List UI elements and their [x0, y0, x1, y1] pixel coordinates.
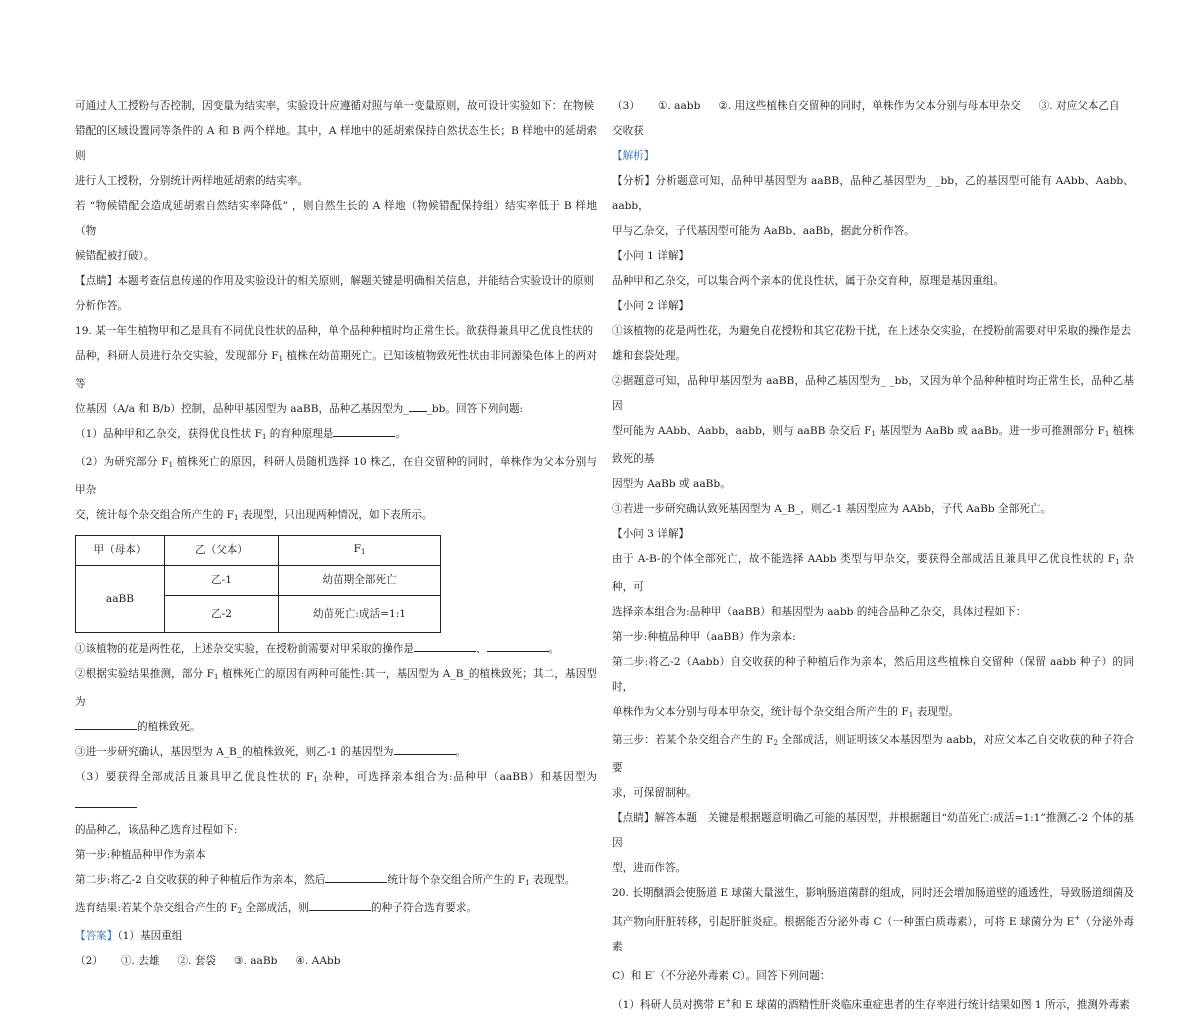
answer-line: [612, 94, 1134, 119]
answer-blank: [309, 898, 371, 911]
table-header: 甲（母本）: [76, 536, 165, 566]
text: 表现型，只出现两种情况，如下表所示。: [238, 509, 433, 521]
answer-blank: [333, 424, 395, 437]
cross-results-table: [75, 535, 441, 633]
text: ②. 套袋: [177, 955, 216, 967]
sub-question-2: [75, 450, 597, 503]
paragraph: 错配的区域设置同等条件的 A 和 B 两个样地。其中，A 样地中的延胡索保持自然状态生长；B 样地中的延胡索则: [75, 125, 597, 162]
sub-question-3: 的品种乙，该品种乙选育过程如下:: [75, 824, 238, 836]
paragraph: 选择亲本组合为:品种甲（aaBB）和基因型为 aabb 的纯合品种乙杂交，具体过程如下：: [612, 606, 1027, 618]
answer-blank: [325, 870, 387, 883]
text: 的种子符合选育要求。: [371, 902, 477, 914]
subscript: 1: [214, 673, 219, 681]
answer-line: [75, 924, 597, 949]
table-cell: 乙-1: [165, 566, 279, 596]
text: 统计每个杂交组合所产生的 F: [387, 874, 526, 886]
text: 杂种，可选择亲本组合为:品种甲（aaBB）和基因型为: [317, 771, 597, 783]
paragraph: 雄和套袋处理。: [612, 350, 687, 362]
answer-blank: [414, 639, 476, 652]
paragraph: 求，可保留制种。: [612, 787, 697, 799]
text: 表现型。: [913, 706, 959, 718]
text: 品种，科研人员进行杂交实验，发现部分 F: [75, 350, 279, 362]
text: 、: [476, 643, 487, 655]
paragraph: 交收获: [612, 125, 644, 137]
paragraph: 候错配被打破）。: [75, 250, 155, 262]
paragraph: [75, 896, 597, 924]
text: 位基因（A/a 和 B/b）控制，品种甲基因型为 aaBB，品种乙基因型为_: [75, 403, 409, 415]
superscript: +: [1074, 914, 1081, 922]
text: ①. 去雄: [120, 955, 160, 967]
question-part: [75, 637, 597, 662]
table-cell: 幼苗死亡:成活=1:1: [279, 596, 441, 633]
text: 杂种，可: [612, 553, 1134, 593]
answer-label: 【答案】: [75, 930, 118, 942]
text: 。: [395, 428, 406, 440]
text: ④. AAbb: [295, 955, 341, 967]
question-20-stem: [612, 989, 1134, 1018]
question-part: [75, 662, 597, 715]
table-cell: 乙-2: [165, 596, 279, 633]
text: （1）基因重组: [117, 930, 183, 942]
text: （1）科研人员对携带 E: [612, 999, 726, 1011]
text: ①. aabb: [657, 100, 701, 112]
answer-blank: [487, 639, 549, 652]
subscript: 1: [278, 355, 284, 363]
section-label: [612, 144, 1134, 169]
text: ③进一步研究确认，基因型为 A_B_的植株致死，则乙-1 的基因型为: [75, 746, 394, 758]
question-part: [75, 715, 597, 740]
question-19-stem: [75, 344, 597, 397]
text: （2）为研究部分 F: [75, 456, 169, 468]
text: 全部成活，则: [242, 902, 310, 914]
text: 植株死亡的原因，科研人员随机选择 10 株乙，在自交留种的同时，单株作为父本分别与甲杂: [75, 456, 597, 496]
section-label: 【小问 3 详解】: [612, 528, 690, 540]
answer-line: [75, 949, 597, 974]
section-label: 【小问 2 详解】: [612, 300, 690, 312]
text: ③. 对应父本乙自: [1038, 100, 1120, 112]
subscript: 1: [1104, 430, 1110, 438]
paragraph: [612, 700, 1134, 728]
sub-question-1: [75, 422, 597, 450]
text: 的植株致死。: [137, 721, 201, 733]
paragraph: 进行人工授粉，分别统计两样地延胡索的结实率。: [75, 175, 309, 187]
text: 。: [548, 643, 560, 655]
subscript: 1: [168, 461, 174, 469]
question-part: [75, 740, 597, 765]
subscript: 1: [1115, 558, 1120, 566]
left-column: [75, 94, 597, 974]
text: F: [353, 542, 361, 555]
text: C）和 E: [612, 970, 653, 982]
subscript: 1: [871, 430, 876, 438]
paragraph: 【点睛】解答本题 关键是根据题意明确乙可能的基因型，并根据题目“幼苗死亡:成活=1:1”推测乙-2 个体的基因: [612, 812, 1134, 849]
subscript: 1: [261, 433, 267, 441]
paragraph: 因型为 AaBb 或 aaBb。: [612, 478, 731, 490]
paragraph: 品种甲和乙杂交，可以集合两个亲本的优良性状，属于杂交育种，原理是基因重组。: [612, 275, 1004, 287]
text: 植株致死的基: [612, 425, 1135, 465]
paragraph: 第二步:将乙-2（Aabb）自交收获的种子种植后作为亲本，然后用这些植株自交留种（保留 aabb 种子）的同时，: [612, 656, 1134, 693]
paragraph: 分析作答。: [75, 300, 128, 312]
superscript: -: [652, 968, 655, 976]
subscript: 2: [773, 739, 778, 747]
text: 植株在幼苗期死亡。已知该植物致死性状由非同源染色体上的两对等: [75, 350, 597, 390]
table-header-row: [76, 536, 441, 566]
paragraph: [75, 868, 597, 896]
text: （分泌外毒素: [612, 916, 1134, 953]
text: 表现型。: [529, 874, 576, 886]
answer-blank: [409, 399, 427, 412]
subscript: 1: [525, 879, 530, 887]
paragraph: 若 “物候错配会造成延胡索自然结实率降低” ，则自然生长的 A 样地（物候错配保持组）结实率低于 B 样地（物: [75, 200, 597, 237]
paragraph: ②据题意可知，品种甲基因型为 aaBB，品种乙基因型为_ _bb，又因为单个品种种植时均正常生长，品种乙基因: [612, 375, 1134, 412]
text: ②根据实验结果推测，部分 F: [75, 668, 215, 680]
sub-question-2: [75, 503, 597, 531]
text: 和 E 球菌的酒精性肝炎临床重症患者的生存率进行统计结果如图 1 所示，推测外毒素: [731, 999, 1130, 1011]
paragraph: 第一步:种植品种甲作为亲本: [75, 849, 206, 861]
table-header: 乙（父本）: [165, 536, 279, 566]
subscript: 1: [234, 514, 239, 522]
text: 的育种原理是: [266, 428, 334, 440]
text: 全部成活，则证明该父本基因型为 aabb，对应父本乙自交收获的种子符合要: [612, 734, 1135, 774]
answer-blank: [75, 717, 137, 730]
text: （3）要获得全部成活且兼具甲乙优良性状的 F: [75, 771, 314, 783]
subscript: 1: [360, 547, 366, 556]
sub-question-3: [75, 765, 597, 818]
question-19-stem: [75, 397, 597, 422]
paragraph: 甲与乙杂交，子代基因型可能为 AaBb、aaBb，据此分析作答。: [612, 225, 915, 237]
text: 由于 A-B-的个体全部死亡，故不能选择 AAbb 类型与甲杂交，要获得全部成活且兼具甲乙优良性状的 F: [612, 553, 1116, 565]
section-label: 【小问 1 详解】: [612, 250, 690, 262]
right-column: [612, 94, 1134, 1018]
table-row: [76, 566, 441, 596]
paragraph: 【分析】分析题意可知，品种甲基因型为 aaBB，品种乙基因型为_ _bb，乙的基因型可能有 AAbb、Aabb、aabb，: [612, 175, 1134, 212]
text: ③. aaBb: [234, 955, 278, 967]
subscript: 2: [237, 907, 243, 915]
paragraph: 型，进而作答。: [612, 862, 687, 874]
answer-blank: [75, 795, 137, 808]
table-cell: aaBB: [76, 566, 165, 633]
question-20-stem: [612, 960, 1134, 989]
question-19-stem: 19. 某一年生植物甲和乙是具有不同优良性状的品种，单个品种种植时均正常生长。欲获得兼具甲乙优良性状的: [75, 325, 594, 337]
superscript: +: [725, 997, 732, 1005]
answer-blank: [394, 742, 456, 755]
text: ②. 用这些植株自交留种的同时，单株作为父本分别与母本甲杂交: [718, 100, 1021, 112]
paragraph: 可通过人工授粉与否控制，因变量为结实率，实验设计应遵循对照与单一变量原则，故可设计实验如下：在物候: [75, 100, 595, 112]
paragraph: [612, 728, 1134, 781]
text: 型可能为 AAbb、Aabb，aabb，则与 aaBB 杂交后 F: [612, 425, 872, 437]
text: 基因型为 AaBb 或 aaBb。进一步可推测部分 F: [875, 425, 1105, 437]
text: 第二步:将乙-2 自交收获的种子种植后作为亲本，然后: [75, 874, 326, 886]
subscript: 1: [908, 711, 914, 719]
paragraph: ③若进一步研究确认致死基因型为 A_B_，则乙-1 基因型应为 AAbb，子代 AaBb 全部死亡。: [612, 503, 1051, 515]
text: （1）品种甲和乙杂交，获得优良性状 F: [75, 428, 262, 440]
subscript: 1: [313, 776, 318, 784]
text: 交，统计每个杂交组合所产生的 F: [75, 509, 235, 521]
text: （2）: [75, 955, 103, 967]
text: 第三步：若某个杂交组合产生的 F: [612, 734, 774, 746]
question-20-stem: 20. 长期酗酒会使肠道 E 球菌大量滋生，影响肠道菌群的组成，同时还会增加肠道壁的通透性，导致肠道细菌及: [612, 887, 1134, 899]
paragraph: [612, 419, 1134, 472]
text: 植株死亡的原因有两种可能性:其一，基因型为 A_B_的植株致死；其二，基因型为: [75, 668, 597, 708]
paragraph: [612, 547, 1134, 600]
text: 。: [455, 746, 467, 758]
text: （不分泌外毒素 C）。回答下列问题：: [654, 970, 831, 982]
analysis-label: 【解析】: [612, 150, 655, 162]
text: 单株作为父本分别与母本甲杂交，统计每个杂交组合所产生的 F: [612, 706, 909, 718]
text: 选育结果:若某个杂交组合产生的 F: [75, 902, 238, 914]
table-header: [279, 536, 441, 566]
paragraph: 【点睛】本题考查信息传递的作用及实验设计的相关原则，解题关键是明确相关信息，并能结合实验设计的原则: [75, 275, 595, 287]
table-cell: 幼苗期全部死亡: [279, 566, 441, 596]
paragraph: 第一步:种植品种甲（aaBB）作为亲本:: [612, 631, 796, 643]
question-20-stem: [612, 906, 1134, 960]
paragraph: ①该植物的花是两性花，为避免自花授粉和其它花粉干扰，在上述杂交实验，在授粉前需要对甲采取的操作是去: [612, 325, 1132, 337]
text: ①该植物的花是两性花，上述杂交实验，在授粉前需要对甲采取的操作是: [75, 643, 414, 655]
text: 其产物向肝脏转移，引起肝脏炎症。根据能否分泌外毒 C（一种蛋白质毒素），可将 E 球菌分为 E: [612, 916, 1075, 928]
text: （3）: [612, 100, 640, 112]
text: _bb。回答下列问题:: [426, 403, 524, 415]
